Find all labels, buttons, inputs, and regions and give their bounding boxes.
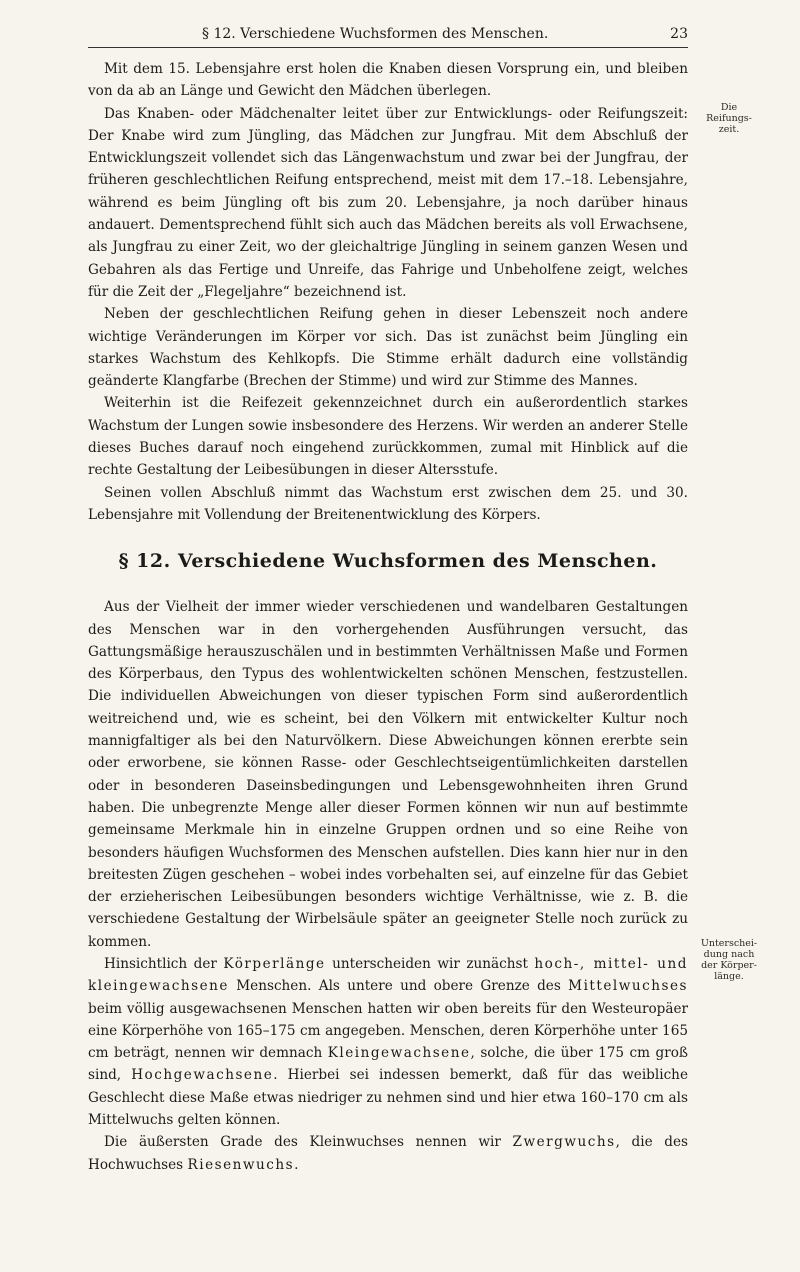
running-head-title: § 12. Verschiedene Wuchsformen des Menschen. [202,26,549,42]
main-text [88,58,688,1176]
text-run: Menschen. Als untere und obere Grenze des [228,978,569,995]
paragraph: Weiterhin ist die Reifezeit gekennzeichnet durch ein außerordentlich starkes Wachstum der Lungen sowie insbesondere des Herzens. Wir werden an anderer Stelle dieses Buches darauf noch eingehend zurückkommen, zumal mit Hinblick auf die rechte Gestaltung der Leibesübungen in dieser Altersstufe. [88,395,688,479]
paragraph-koerperlaenge [88,953,688,1131]
emphasis: Riesenwuchs [187,1156,295,1173]
running-head [88,22,688,46]
text-run: . Hierbei sei indessen bemerkt, daß für das weibliche Geschlecht diese Maße etwas niedriger zu nehmen sind und hier etwa 160–170 cm als Mittelwuchs gelten können. [88,1067,688,1129]
paragraph: Seinen vollen Abschluß nimmt das Wachstum erst zwischen dem 25. und 30. Lebensjahre mit Vollendung der Breitenentwicklung des Körpers. [88,484,688,523]
emphasis: Mittelwuchses [568,978,688,995]
paragraph: Das Knaben- oder Mädchenalter leitet über zur Entwicklungs- oder Reifungszeit: Der Knabe wird zum Jüngling, das Mädchen zur Jungfrau. Mit dem Abschluß der Entwicklungszeit vollendet sich das Längenwachstum und zwar bei der Jungfrau, der früheren geschlechtlichen Reifung entsprechend, meist mit dem 17.–18. Lebensjahre, während es beim Jüngling oft bis zum 20. Lebensjahre, ja noch darüber hinaus andauert. Dementsprechend fühlt sich auch das Mädchen bereits als voll Erwachsene, als Jungfrau zu einer Zeit, wo der gleichaltrige Jüngling in seinem ganzen Wesen und Gebahren als das Fertige und Unreife, das Fahrige und Unbeholfene zeigt, welches für die Zeit der „Flegeljahre“ bezeichnend ist. [88,105,688,300]
text-run: . [294,1156,299,1173]
emphasis: Zwergwuchs [512,1134,616,1151]
header-rule [88,47,688,48]
emphasis: hoch-, mittel- und kleingewachsene [88,955,689,995]
text-run: beim völlig ausgewachsenen Menschen hatten wir oben bereits für den Westeuropäer eine Körperhöhe von 165–175 cm angegeben. Menschen, deren Körperhöhe unter 165 cm beträgt, nennen wir demnach [88,1000,688,1062]
emphasis: Hochgewachsene [131,1067,274,1084]
page-number: 23 [670,26,688,42]
text-run: , die des Hochwuchses [88,1134,688,1173]
text-run: Die äußersten Grade des Kleinwuchses nennen wir [104,1134,513,1151]
emphasis: Körperlänge [223,955,326,972]
text-run: , solche, die über 175 cm groß sind, [88,1045,688,1084]
section-heading: § 12. Verschiedene Wuchsformen des Menschen. [118,550,658,573]
paragraph: Mit dem 15. Lebensjahre erst holen die Knaben diesen Vorsprung ein, und bleiben von da ab an Länge und Gewicht den Mädchen überlegen. [88,61,688,100]
paragraph: Neben der geschlechtlichen Reifung gehen in dieser Lebenszeit noch andere wichtige Veränderungen im Körper vor sich. Das ist zunächst beim Jüngling ein starkes Wachstum des Kehlkopfs. Die Stimme erhält dadurch eine vollständig geänderte Klangfarbe (Brechen der Stimme) und wird zur Stimme des Mannes. [88,306,688,390]
marginal-note-koerperlaenge: Unterschei-dung nach der Körper-länge. [700,938,758,982]
marginal-note-reifungszeit: Die Reifungs-zeit. [706,102,752,135]
text-run: unterscheiden wir zunächst [325,955,535,972]
text-run: Hinsichtlich der [104,955,224,972]
paragraph-zwergwuchs [88,1131,688,1176]
emphasis: Kleingewachsene [327,1045,471,1062]
paragraph: Aus der Vielheit der immer wieder verschiedenen und wandelbaren Gestaltungen des Menschen war in den vorhergehenden Ausführungen versucht, das Gattungsmäßige herauszuschälen und in bestimmten Verhältnissen Maße und Formen des Körperbaus, den Typus des wohlentwickelten schönen Menschen, festzustellen. Die individuellen Abweichungen von dieser typischen Form sind außerordentlich weitreichend und, wie es scheint, bei den Völkern mit entwickelter Kultur noch mannigfaltiger als bei den Naturvölkern. Diese Abweichungen können ererbte sein oder erworbene, sie können Rasse- oder Geschlechtseigentümlichkeiten darstellen oder in besonderen Daseinsbedingungen und Lebensgewohnheiten ihren Grund haben. Die unbegrenzte Menge aller dieser Formen können wir nun auf bestimmte gemeinsame Merkmale hin in einzelne Gruppen ordnen und so eine Reihe von besonders häufigen Wuchsformen des Menschen aufstellen. Dies kann hier nur in den breitesten Zügen geschehen – wobei indes vorbehalten sei, auf einzelne für das Gebiet der erzieherischen Leibesübungen besonders wichtige Verhältnisse, wie z. B. die verschiedene Gestaltung der Wirbelsäule später an geeigneter Stelle noch zurück zu kommen. [88,599,688,950]
